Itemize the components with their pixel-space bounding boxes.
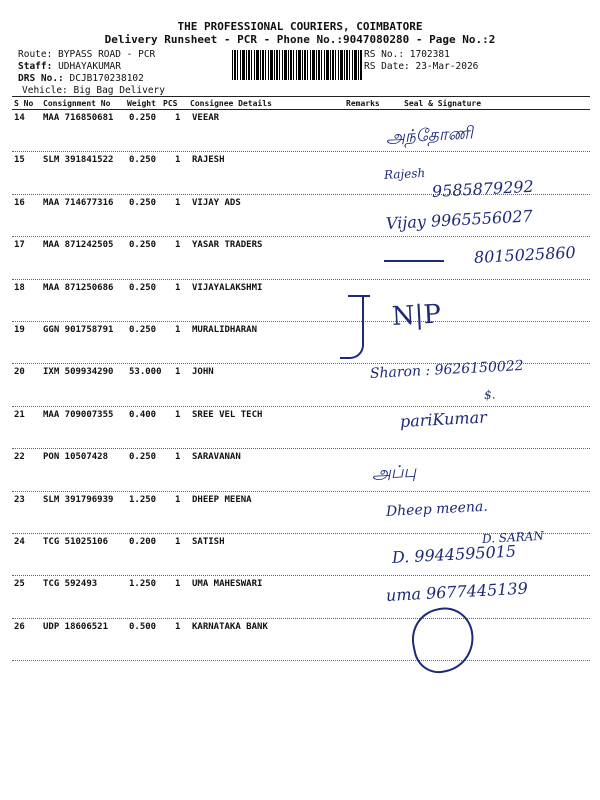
row-consignment: MAA 871242505 bbox=[43, 240, 114, 251]
signature-20: Sharon : 9626150022 bbox=[369, 357, 524, 382]
row-pcs: 1 bbox=[175, 155, 181, 166]
row-consignee: RAJESH bbox=[192, 155, 225, 166]
row-consignment: MAA 714677316 bbox=[43, 197, 114, 208]
row-consignment: MAA 716850681 bbox=[43, 113, 114, 123]
signature-23-tamil: அப்பு bbox=[371, 461, 417, 484]
signature-15-phone: 9585879292 bbox=[431, 176, 535, 201]
row-weight: 0.400 bbox=[129, 409, 157, 420]
row-consignee: DHEEP MEENA bbox=[192, 494, 252, 505]
row-divider bbox=[12, 151, 590, 152]
row-divider bbox=[12, 448, 590, 449]
signature-26-scribble bbox=[406, 602, 480, 677]
row-sno: 21 bbox=[14, 409, 25, 420]
signature-17: 8015025860 bbox=[473, 242, 577, 267]
row-weight: 0.250 bbox=[129, 155, 157, 166]
row-consignee: VIJAYALAKSHMI bbox=[192, 282, 263, 293]
row-weight: 0.250 bbox=[129, 113, 157, 123]
row-consignment: MAA 709007355 bbox=[43, 409, 114, 420]
row-consignment: IXM 509934290 bbox=[43, 367, 114, 378]
row-divider bbox=[12, 618, 590, 619]
row-sno: 25 bbox=[14, 579, 25, 590]
row-weight: 0.250 bbox=[129, 282, 157, 293]
signature-24: D. 9944595015 bbox=[391, 541, 517, 567]
row-sno: 23 bbox=[14, 494, 25, 505]
row-divider bbox=[12, 279, 590, 280]
row-consignment: GGN 901758791 bbox=[43, 325, 114, 335]
row-pcs: 1 bbox=[175, 197, 181, 208]
row-sno: 14 bbox=[14, 113, 25, 123]
row-consignment: UDP 18606521 bbox=[43, 621, 109, 632]
signature-19: N|P bbox=[391, 299, 442, 332]
row-pcs: 1 bbox=[175, 621, 181, 632]
row-consignment: SLM 391841522 bbox=[43, 155, 114, 166]
col-remarks: Remarks bbox=[346, 99, 380, 108]
row-consignee: MURALIDHARAN bbox=[192, 325, 258, 335]
row-pcs: 1 bbox=[175, 113, 181, 123]
rs-number: RS No.: 1702381 bbox=[364, 49, 450, 60]
col-sno: S No bbox=[14, 99, 34, 108]
row-sno: 15 bbox=[14, 155, 25, 166]
row-consignment: MAA 871250686 bbox=[43, 282, 114, 293]
row-sno: 26 bbox=[14, 621, 25, 632]
row-weight: 0.250 bbox=[129, 325, 157, 335]
route: Route: BYPASS ROAD - PCR bbox=[18, 49, 156, 60]
row-divider bbox=[12, 321, 590, 322]
row-sno: 18 bbox=[14, 282, 25, 293]
drs-number: DCJB170238102 bbox=[69, 73, 144, 84]
row-divider bbox=[12, 406, 590, 407]
row-consignment: PON 10507428 bbox=[43, 452, 109, 463]
signature-25: uma 9677445139 bbox=[385, 578, 529, 605]
row-pcs: 1 bbox=[175, 367, 181, 378]
col-pcs: PCS bbox=[163, 99, 178, 108]
col-weight: Weight bbox=[127, 99, 156, 108]
drs-line bbox=[18, 73, 144, 84]
row-consignment: SLM 391796939 bbox=[43, 494, 114, 505]
col-consignment: Consignment No bbox=[43, 99, 111, 108]
row-sno: 24 bbox=[14, 537, 25, 547]
row-weight: 0.250 bbox=[129, 197, 157, 208]
company-title: THE PROFESSIONAL COURIERS, COIMBATORE bbox=[177, 20, 423, 33]
row-consignee: SARAVANAN bbox=[192, 452, 241, 463]
row-sno: 20 bbox=[14, 367, 25, 378]
row-pcs: 1 bbox=[175, 409, 181, 420]
signature-21-mark: $. bbox=[483, 387, 496, 402]
remark-mark-19 bbox=[340, 295, 364, 359]
row-weight: 1.250 bbox=[129, 494, 157, 505]
row-consignee: YASAR TRADERS bbox=[192, 240, 263, 251]
row-consignee: KARNATAKA BANK bbox=[192, 621, 268, 632]
signature-23: Dheep meena. bbox=[385, 498, 489, 520]
signature-17-stroke bbox=[384, 260, 444, 262]
row-pcs: 1 bbox=[175, 452, 181, 463]
row-sno: 19 bbox=[14, 325, 25, 335]
row-pcs: 1 bbox=[175, 325, 181, 335]
row-divider bbox=[12, 660, 590, 661]
col-consignee: Consignee Details bbox=[190, 99, 272, 108]
row-consignee: VIJAY ADS bbox=[192, 197, 241, 208]
vehicle: Vehicle: Big Bag Delivery bbox=[22, 85, 165, 96]
col-seal: Seal & Signature bbox=[404, 99, 482, 108]
row-pcs: 1 bbox=[175, 494, 181, 505]
row-sno: 22 bbox=[14, 452, 25, 463]
row-divider bbox=[12, 491, 590, 492]
drs-label: DRS No.: bbox=[18, 73, 64, 84]
staff-line bbox=[18, 61, 121, 72]
row-pcs: 1 bbox=[175, 282, 181, 293]
row-consignment: TCG 51025106 bbox=[43, 537, 109, 547]
header-bottom-rule bbox=[12, 109, 590, 110]
row-weight: 0.200 bbox=[129, 537, 157, 547]
row-consignee: UMA MAHESWARI bbox=[192, 579, 263, 590]
row-weight: 53.000 bbox=[129, 367, 162, 378]
barcode bbox=[232, 50, 362, 80]
staff-label: Staff: bbox=[18, 61, 53, 72]
row-pcs: 1 bbox=[175, 537, 181, 547]
signature-14: அந்தோணி bbox=[385, 123, 474, 148]
row-weight: 1.250 bbox=[129, 579, 157, 590]
row-sno: 17 bbox=[14, 240, 25, 251]
signature-15-name: Rajesh bbox=[383, 165, 426, 182]
runsheet-subtitle: Delivery Runsheet - PCR - Phone No.:9047080280 - Page No.:2 bbox=[104, 33, 496, 46]
row-consignment: TCG 592493 bbox=[43, 579, 98, 590]
signature-24-name: D. SARAN bbox=[481, 528, 545, 546]
row-consignee: SREE VEL TECH bbox=[192, 409, 263, 420]
row-weight: 0.500 bbox=[129, 621, 157, 632]
row-consignee: VEEAR bbox=[192, 113, 220, 123]
row-pcs: 1 bbox=[175, 240, 181, 251]
row-divider bbox=[12, 575, 590, 576]
rs-date: RS Date: 23-Mar-2026 bbox=[364, 61, 479, 72]
row-sno: 16 bbox=[14, 197, 25, 208]
staff-name: UDHAYAKUMAR bbox=[58, 61, 121, 72]
row-consignee: JOHN bbox=[192, 367, 214, 378]
row-weight: 0.250 bbox=[129, 452, 157, 463]
header-top-rule bbox=[12, 96, 590, 97]
row-pcs: 1 bbox=[175, 579, 181, 590]
signature-21: pariKumar bbox=[399, 407, 488, 431]
row-weight: 0.250 bbox=[129, 240, 157, 251]
row-consignee: SATISH bbox=[192, 537, 225, 547]
row-divider bbox=[12, 236, 590, 237]
signature-16: Vijay 9965556027 bbox=[385, 206, 534, 233]
